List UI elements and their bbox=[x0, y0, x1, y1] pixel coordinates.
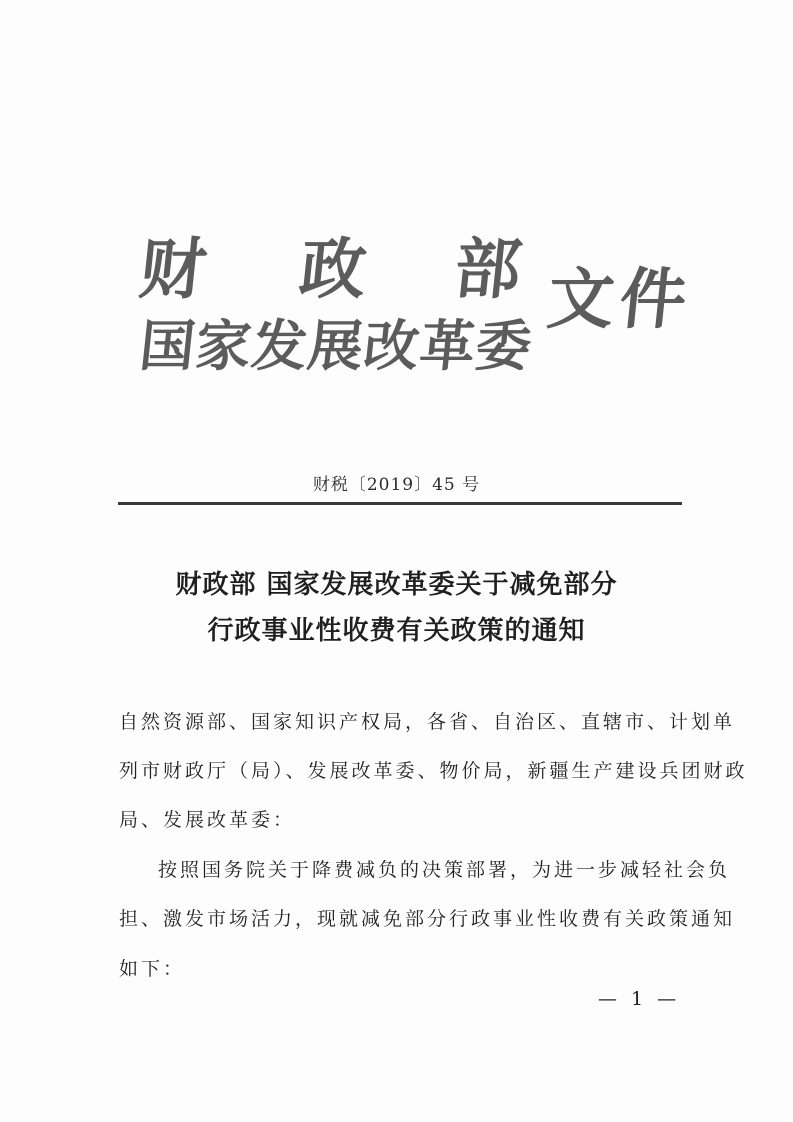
header-divider bbox=[118, 502, 682, 505]
body-paragraph-line-3: 如下： bbox=[119, 958, 186, 980]
page-number: — 1 — bbox=[598, 988, 681, 1010]
issuer-ndrc: 国家发展改革委 bbox=[136, 313, 536, 378]
document-title-line-2: 行政事业性收费有关政策的通知 bbox=[207, 616, 586, 646]
document-word: 文件 bbox=[543, 260, 697, 338]
issuer-ministry-of-finance-char-1: 财 bbox=[135, 230, 211, 308]
addressee-line-3: 局、发展改革委： bbox=[119, 809, 296, 831]
issuer-ministry-of-finance-char-2: 政 bbox=[295, 230, 371, 308]
addressee-line-2: 列市财政厅（局）、发展改革委、物价局，新疆生产建设兵团财政 bbox=[119, 760, 748, 782]
document-number: 财税〔2019〕45 号 bbox=[312, 475, 481, 495]
issuer-ministry-of-finance-char-3: 部 bbox=[450, 230, 526, 308]
addressee-line-1: 自然资源部、国家知识产权局，各省、自治区、直辖市、计划单 bbox=[119, 711, 736, 733]
body-paragraph-line-1: 按照国务院关于降费减负的决策部署，为进一步减轻社会负 bbox=[158, 859, 731, 881]
document-title-line-1: 财政部 国家发展改革委关于减免部分 bbox=[175, 570, 618, 600]
body-paragraph-line-2: 担、激发市场活力，现就减免部分行政事业性收费有关政策通知 bbox=[119, 908, 736, 930]
